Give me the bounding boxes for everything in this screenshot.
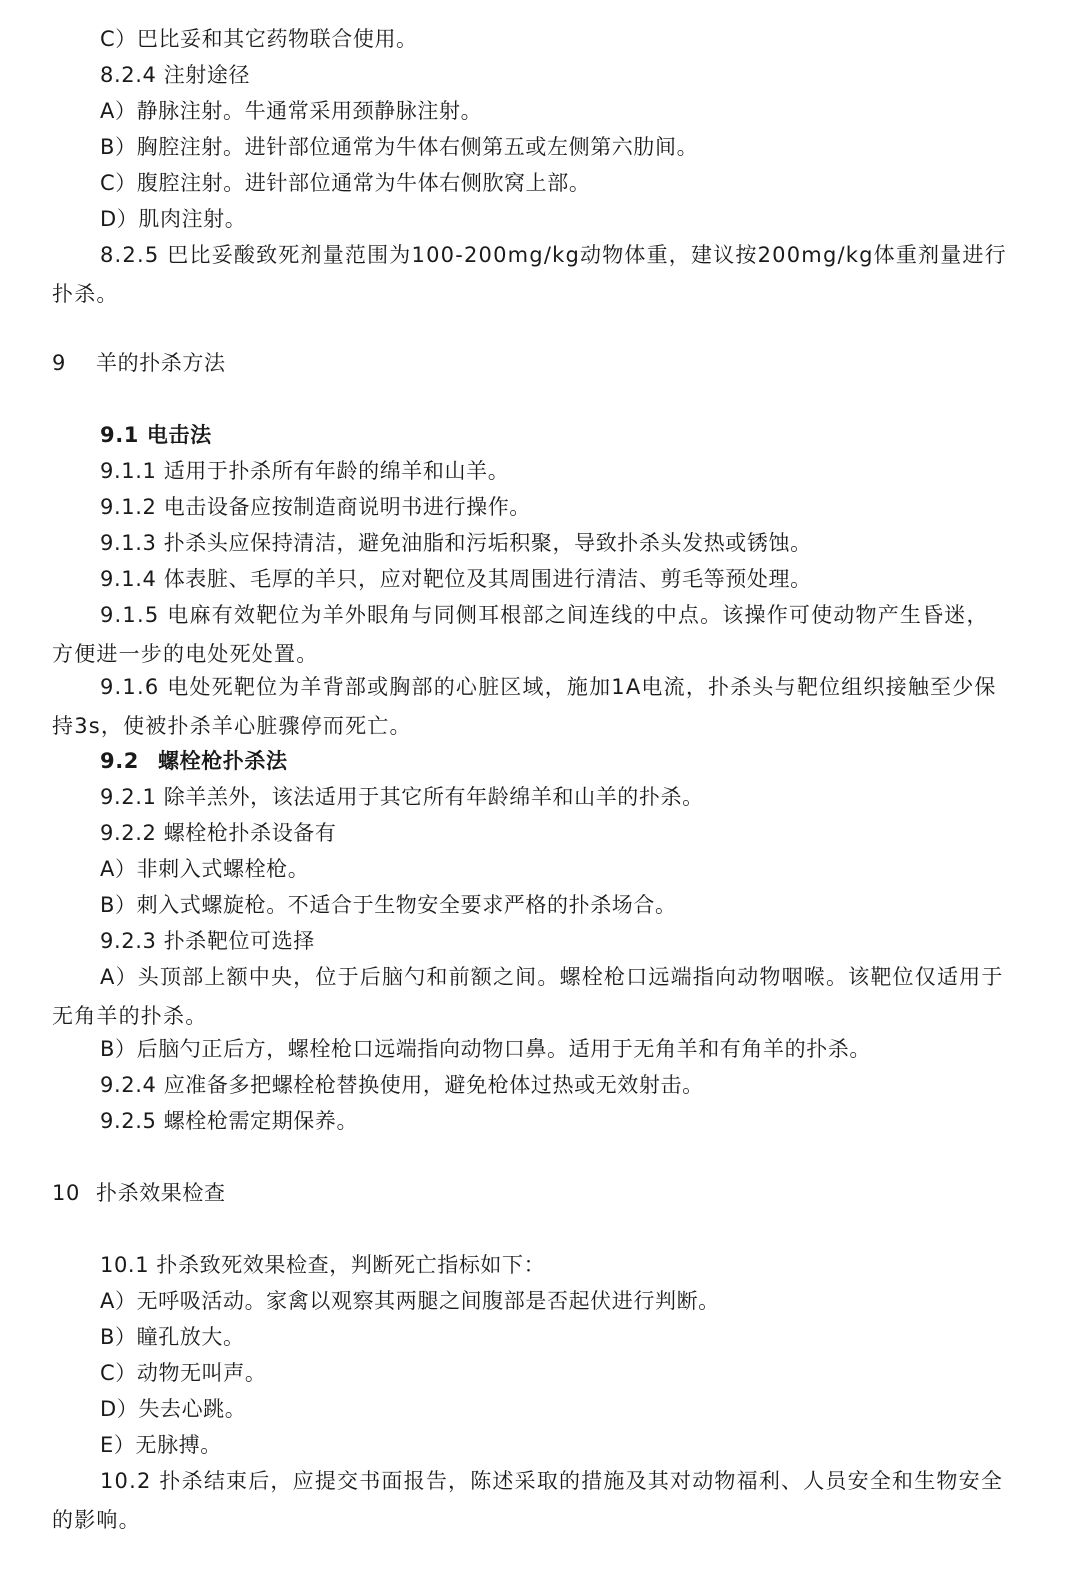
item-10-1-b: B）瞳孔放大。 — [100, 1325, 245, 1349]
subsection-9-2-title: 螺栓枪扑杀法 — [158, 749, 288, 773]
item-9-2-3: 9.2.3 扑杀靶位可选择 — [100, 929, 315, 953]
subsection-9-1-heading: 9.1 电击法 — [100, 423, 212, 447]
item-10-1: 10.1 扑杀致死效果检查，判断死亡指标如下： — [100, 1253, 546, 1277]
section-10-heading — [52, 1178, 226, 1208]
section-10-title: 扑杀效果检查 — [96, 1181, 226, 1205]
item-10-1-d: D）失去心跳。 — [100, 1397, 247, 1421]
item-9-2-1: 9.2.1 除羊羔外，该法适用于其它所有年龄绵羊和山羊的扑杀。 — [100, 785, 704, 809]
item-9-2-2-b: B）刺入式螺旋枪。不适合于生物安全要求严格的扑杀场合。 — [100, 893, 677, 917]
item-9-2-3-b: B）后脑勺正后方，螺栓枪口远端指向动物口鼻。适用于无角羊和有角羊的扑杀。 — [100, 1037, 872, 1061]
item-9-1-5: 9.1.5 电麻有效靶位为羊外眼角与同侧耳根部之间连线的中点。该操作可使动物产生昏迷，方便进一步的电处死处置。 — [52, 603, 989, 666]
item-9-1-1: 9.1.1 适用于扑杀所有年龄的绵羊和山羊。 — [100, 459, 510, 483]
item-10-1-c: C）动物无叫声。 — [100, 1361, 267, 1385]
subsection-9-2-number: 9.2 — [100, 749, 140, 773]
item-c-barbiturate-combo: C）巴比妥和其它药物联合使用。 — [100, 27, 418, 51]
heading-8-2-4: 8.2.4 注射途径 — [100, 63, 251, 87]
item-9-2-2: 9.2.2 螺栓枪扑杀设备有 — [100, 821, 337, 845]
item-9-1-3: 9.1.3 扑杀头应保持清洁，避免油脂和污垢积聚，导致扑杀头发热或锈蚀。 — [100, 531, 812, 555]
item-b-intrathoracic: B）胸腔注射。进针部位通常为牛体右侧第五或左侧第六肋间。 — [100, 135, 699, 159]
item-10-1-e: E）无脉搏。 — [100, 1433, 222, 1457]
item-9-1-4: 9.1.4 体表脏、毛厚的羊只，应对靶位及其周围进行清洁、剪毛等预处理。 — [100, 567, 812, 591]
item-9-1-2: 9.1.2 电击设备应按制造商说明书进行操作。 — [100, 495, 531, 519]
item-a-intravenous: A）静脉注射。牛通常采用颈静脉注射。 — [100, 99, 483, 123]
item-9-2-2-a: A）非刺入式螺栓枪。 — [100, 857, 310, 881]
item-9-2-4: 9.2.4 应准备多把螺栓枪替换使用，避免枪体过热或无效射击。 — [100, 1073, 704, 1097]
item-9-2-5: 9.2.5 螺栓枪需定期保养。 — [100, 1109, 359, 1133]
item-d-intramuscular: D）肌肉注射。 — [100, 207, 247, 231]
section-9-number: 9 — [52, 351, 66, 375]
section-9-title: 羊的扑杀方法 — [96, 351, 226, 375]
subsection-9-2-heading — [100, 746, 288, 776]
section-10-number: 10 — [52, 1181, 80, 1205]
item-c-intraperitoneal: C）腹腔注射。进针部位通常为牛体右侧肷窝上部。 — [100, 171, 591, 195]
section-9-heading — [52, 348, 226, 378]
item-9-1-6: 9.1.6 电处死靶位为羊背部或胸部的心脏区域，施加1A电流，扑杀头与靶位组织接触至少保持3s，使被扑杀羊心脏骤停而死亡。 — [52, 675, 997, 738]
item-9-2-3-a: A）头顶部上额中央，位于后脑勺和前额之间。螺栓枪口远端指向动物咽喉。该靶位仅适用于无角羊的扑杀。 — [52, 965, 1004, 1028]
paragraph-8-2-5: 8.2.5 巴比妥酸致死剂量范围为100-200mg/kg动物体重，建议按200mg/kg体重剂量进行扑杀。 — [52, 243, 1007, 306]
item-10-2: 10.2 扑杀结束后，应提交书面报告，陈述采取的措施及其对动物福利、人员安全和生物安全的影响。 — [52, 1469, 1004, 1532]
item-10-1-a: A）无呼吸活动。家禽以观察其两腿之间腹部是否起伏进行判断。 — [100, 1289, 720, 1313]
